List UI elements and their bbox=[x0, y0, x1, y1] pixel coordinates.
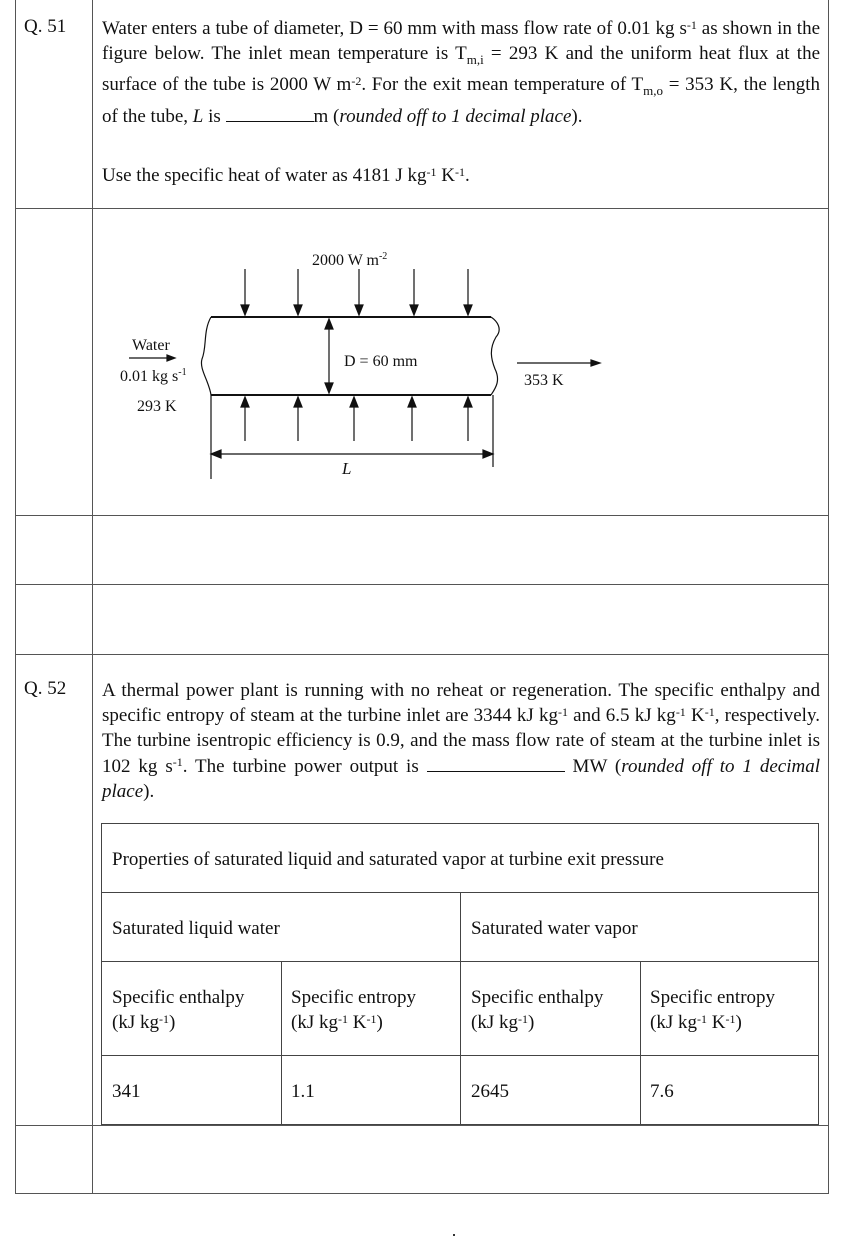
inlet-flow-label: 0.01 kg $s^{-1}$ bbox=[120, 367, 187, 385]
question-text: Water enters a tube of diameter, D = 60 mm with mass flow rate of 0.01 kg $s^{-1}$ as shown in the figure below. The inlet mean temperature is $T_{m,i} = 293$ K and the uniform heat flux at the surface of the tube is 2000 W $m^{-2}$. For the exit mean temperature of $T_{m,o} = 353$ K, the length of the tube, L is m (rounded off to 1 decimal place). bbox=[102, 18, 821, 127]
column-divider bbox=[92, 0, 93, 1194]
question-text: A thermal power plant is running with no reheat or regeneration. The specific enthalpy and specific entropy of steam at the turbine inlet are 3344 kJ $kg^{-1}$ and 6.5 kJ $kg^{-1}$ $K^{-1}$, respectively. The turbine isentropic efficiency is 0.9, and the mass flow rate of steam at the turbine inlet is 102 kg $s^{-1}$. The turbine power output is MW (rounded off to 1 decimal place). bbox=[102, 680, 820, 802]
group-header-liquid: Saturated liquid water bbox=[112, 918, 280, 939]
length-label: L bbox=[342, 459, 352, 478]
row-divider bbox=[15, 654, 829, 655]
row-divider bbox=[15, 515, 829, 516]
column-header: Specific enthalpy (kJ $kg^{-1}$) bbox=[471, 987, 604, 1033]
page-mark bbox=[453, 1234, 455, 1236]
table-title: Properties of saturated liquid and saturated vapor at turbine exit pressure bbox=[112, 849, 664, 870]
row-divider bbox=[15, 584, 829, 585]
column-header: Specific enthalpy (kJ $kg^{-1}$) bbox=[112, 987, 245, 1033]
properties-table bbox=[101, 823, 819, 1125]
table-cell: 2645 bbox=[471, 1081, 509, 1102]
group-header-vapor: Saturated water vapor bbox=[471, 918, 638, 939]
inlet-label: Water bbox=[132, 337, 170, 354]
answer-blank bbox=[226, 103, 314, 122]
column-header: Specific entropy (kJ $kg^{-1}$ $K^{-1}$) bbox=[291, 987, 417, 1033]
table-cell: 1.1 bbox=[291, 1081, 315, 1102]
diameter-label: D = 60 mm bbox=[344, 353, 418, 370]
table-cell: 341 bbox=[112, 1081, 141, 1102]
column-header: Specific entropy (kJ $kg^{-1}$ $K^{-1}$) bbox=[650, 987, 776, 1033]
heat-flux-label: 2000 W $m^{-2}$ bbox=[312, 251, 388, 269]
table-cell: 7.6 bbox=[650, 1081, 674, 1102]
inlet-temperature-label: 293 K bbox=[137, 398, 177, 415]
given-data: Use the specific heat of water as 4181 J $kg^{-1}$ $K^{-1}$. bbox=[102, 165, 470, 186]
question-number: Q. 51 bbox=[24, 16, 67, 37]
outlet-temperature-label: 353 K bbox=[524, 372, 564, 389]
answer-blank bbox=[427, 753, 565, 772]
tube-figure bbox=[93, 209, 829, 515]
question-number: Q. 52 bbox=[24, 678, 67, 699]
row-divider bbox=[15, 1125, 829, 1126]
